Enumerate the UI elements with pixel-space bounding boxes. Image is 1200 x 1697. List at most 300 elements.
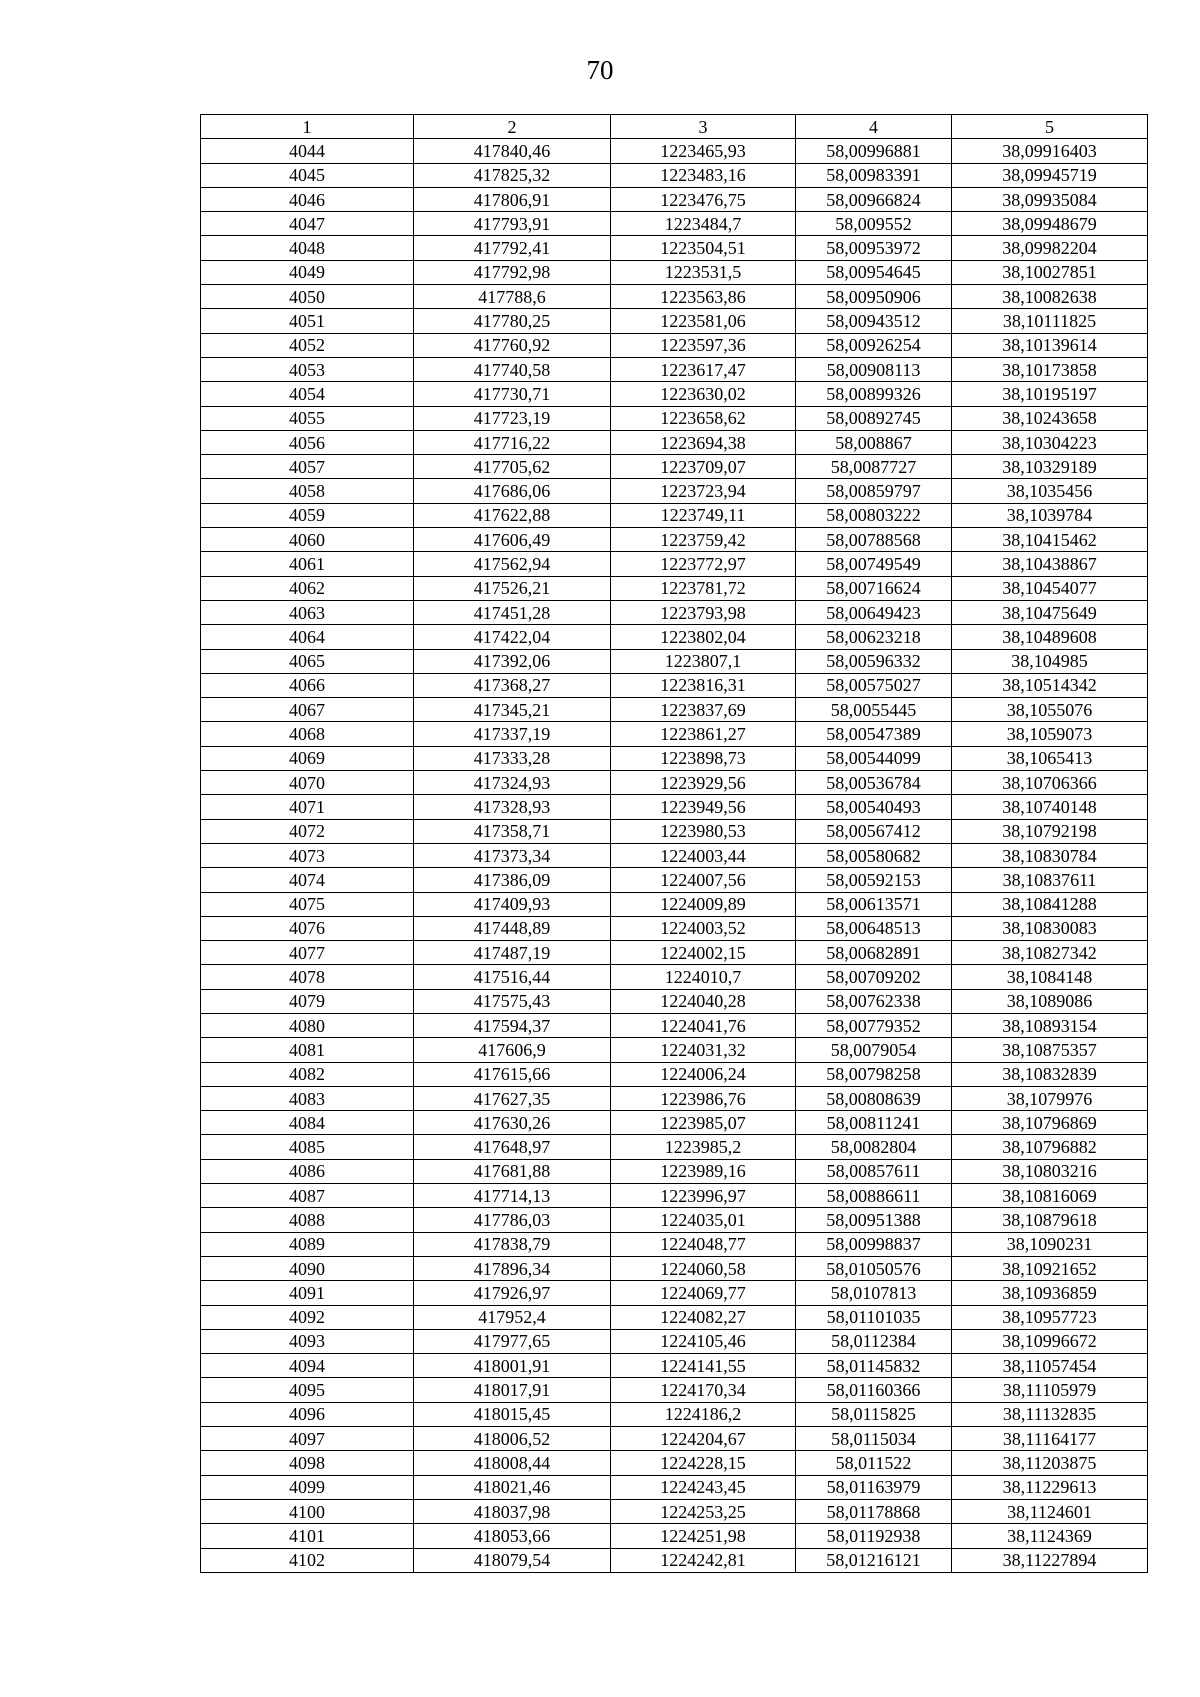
table-cell: 4065 xyxy=(201,649,414,673)
table-cell: 38,10816069 xyxy=(952,1184,1148,1208)
table-cell: 1224105,46 xyxy=(611,1329,796,1353)
table-cell: 4089 xyxy=(201,1232,414,1256)
table-cell: 58,01163979 xyxy=(796,1475,952,1499)
table-cell: 1224253,25 xyxy=(611,1499,796,1523)
table-cell: 58,008867 xyxy=(796,430,952,454)
table-cell: 417526,21 xyxy=(414,576,611,600)
table-row xyxy=(201,1451,1148,1475)
table-cell: 418053,66 xyxy=(414,1524,611,1548)
table-row xyxy=(201,1475,1148,1499)
table-row xyxy=(201,503,1148,527)
table-cell: 38,1124369 xyxy=(952,1524,1148,1548)
table-cell: 58,00536784 xyxy=(796,771,952,795)
table-cell: 58,00954645 xyxy=(796,260,952,284)
table-cell: 38,10706366 xyxy=(952,771,1148,795)
table-cell: 38,10111825 xyxy=(952,309,1148,333)
column-header: 2 xyxy=(414,115,611,139)
table-cell: 4082 xyxy=(201,1062,414,1086)
table-cell: 58,00926254 xyxy=(796,333,952,357)
table-cell: 1224251,98 xyxy=(611,1524,796,1548)
table-cell: 417337,19 xyxy=(414,722,611,746)
table-cell: 38,10139614 xyxy=(952,333,1148,357)
table-cell: 1223597,36 xyxy=(611,333,796,357)
table-cell: 4048 xyxy=(201,236,414,260)
table-cell: 417615,66 xyxy=(414,1062,611,1086)
table-row xyxy=(201,868,1148,892)
table-cell: 1224040,28 xyxy=(611,989,796,1013)
table-cell: 38,10830083 xyxy=(952,916,1148,940)
table-cell: 1223504,51 xyxy=(611,236,796,260)
table-cell: 4052 xyxy=(201,333,414,357)
table-cell: 58,00859797 xyxy=(796,479,952,503)
table-row xyxy=(201,892,1148,916)
table-cell: 1223996,97 xyxy=(611,1184,796,1208)
table-cell: 58,01192938 xyxy=(796,1524,952,1548)
table-cell: 417705,62 xyxy=(414,455,611,479)
table-cell: 1223563,86 xyxy=(611,285,796,309)
table-cell: 4078 xyxy=(201,965,414,989)
table-cell: 1224003,52 xyxy=(611,916,796,940)
table-row xyxy=(201,1256,1148,1280)
table-cell: 38,10796882 xyxy=(952,1135,1148,1159)
table-cell: 4073 xyxy=(201,843,414,867)
table-cell: 4088 xyxy=(201,1208,414,1232)
table-cell: 4049 xyxy=(201,260,414,284)
table-cell: 38,11164177 xyxy=(952,1427,1148,1451)
table-cell: 58,0079054 xyxy=(796,1038,952,1062)
table-row xyxy=(201,771,1148,795)
table-cell: 417806,91 xyxy=(414,187,611,211)
table-cell: 1223709,07 xyxy=(611,455,796,479)
table-cell: 417788,6 xyxy=(414,285,611,309)
table-cell: 38,10875357 xyxy=(952,1038,1148,1062)
table-cell: 1223658,62 xyxy=(611,406,796,430)
table-cell: 38,10827342 xyxy=(952,941,1148,965)
table-cell: 38,1124601 xyxy=(952,1499,1148,1523)
table-row xyxy=(201,528,1148,552)
table-cell: 1224041,76 xyxy=(611,1013,796,1037)
table-row xyxy=(201,843,1148,867)
table-cell: 1223949,56 xyxy=(611,795,796,819)
table-cell: 4095 xyxy=(201,1378,414,1402)
page-number: 70 xyxy=(586,55,614,85)
table-cell: 417760,92 xyxy=(414,333,611,357)
table-cell: 58,00950906 xyxy=(796,285,952,309)
table-cell: 38,10921652 xyxy=(952,1256,1148,1280)
table-cell: 1224204,67 xyxy=(611,1427,796,1451)
table-cell: 38,10329189 xyxy=(952,455,1148,479)
table-cell: 417952,4 xyxy=(414,1305,611,1329)
table-cell: 417926,97 xyxy=(414,1281,611,1305)
table-cell: 417392,06 xyxy=(414,649,611,673)
table-row xyxy=(201,819,1148,843)
table-cell: 58,00649423 xyxy=(796,600,952,624)
table-cell: 38,10957723 xyxy=(952,1305,1148,1329)
table-row xyxy=(201,479,1148,503)
table-cell: 1224082,27 xyxy=(611,1305,796,1329)
table-cell: 417825,32 xyxy=(414,163,611,187)
table-cell: 38,10832839 xyxy=(952,1062,1148,1086)
table-cell: 58,00709202 xyxy=(796,965,952,989)
table-cell: 58,00983391 xyxy=(796,163,952,187)
table-cell: 417838,79 xyxy=(414,1232,611,1256)
table-cell: 4098 xyxy=(201,1451,414,1475)
table-cell: 38,1079976 xyxy=(952,1086,1148,1110)
table-cell: 58,00547389 xyxy=(796,722,952,746)
table-cell: 1223898,73 xyxy=(611,746,796,770)
table-cell: 38,10996672 xyxy=(952,1329,1148,1353)
table-row xyxy=(201,309,1148,333)
table-cell: 38,1039784 xyxy=(952,503,1148,527)
table-cell: 38,09982204 xyxy=(952,236,1148,260)
table-cell: 417487,19 xyxy=(414,941,611,965)
table-row xyxy=(201,1159,1148,1183)
table-cell: 1224141,55 xyxy=(611,1354,796,1378)
table-cell: 58,00623218 xyxy=(796,625,952,649)
table-cell: 58,00811241 xyxy=(796,1111,952,1135)
table-cell: 417606,9 xyxy=(414,1038,611,1062)
table-row xyxy=(201,1329,1148,1353)
table-cell: 38,10304223 xyxy=(952,430,1148,454)
table-cell: 58,0087727 xyxy=(796,455,952,479)
table-cell: 1223985,2 xyxy=(611,1135,796,1159)
table-row xyxy=(201,1135,1148,1159)
table-row xyxy=(201,722,1148,746)
table-cell: 1223772,97 xyxy=(611,552,796,576)
table-cell: 1223484,7 xyxy=(611,212,796,236)
table-cell: 4055 xyxy=(201,406,414,430)
table-cell: 58,00575027 xyxy=(796,673,952,697)
table-cell: 417896,34 xyxy=(414,1256,611,1280)
table-cell: 418006,52 xyxy=(414,1427,611,1451)
table-cell: 38,10173858 xyxy=(952,357,1148,381)
table-cell: 4092 xyxy=(201,1305,414,1329)
table-cell: 417681,88 xyxy=(414,1159,611,1183)
table-cell: 4064 xyxy=(201,625,414,649)
table-cell: 38,09945719 xyxy=(952,163,1148,187)
table-row xyxy=(201,1281,1148,1305)
table-cell: 58,01101035 xyxy=(796,1305,952,1329)
table-cell: 38,10740148 xyxy=(952,795,1148,819)
table-cell: 417730,71 xyxy=(414,382,611,406)
table-row xyxy=(201,1038,1148,1062)
table-row xyxy=(201,1184,1148,1208)
table-row xyxy=(201,552,1148,576)
table-cell: 417594,37 xyxy=(414,1013,611,1037)
table-cell: 417716,22 xyxy=(414,430,611,454)
table-cell: 418079,54 xyxy=(414,1548,611,1572)
table-cell: 417358,71 xyxy=(414,819,611,843)
table-cell: 38,10792198 xyxy=(952,819,1148,843)
table-cell: 417740,58 xyxy=(414,357,611,381)
table-cell: 417630,26 xyxy=(414,1111,611,1135)
table-cell: 4050 xyxy=(201,285,414,309)
table-cell: 58,00540493 xyxy=(796,795,952,819)
table-cell: 417840,46 xyxy=(414,139,611,163)
table-row xyxy=(201,673,1148,697)
table-row xyxy=(201,1354,1148,1378)
table-cell: 58,01050576 xyxy=(796,1256,952,1280)
table-row xyxy=(201,576,1148,600)
table-row xyxy=(201,649,1148,673)
table-cell: 58,00803222 xyxy=(796,503,952,527)
table-cell: 1223581,06 xyxy=(611,309,796,333)
table-cell: 417714,13 xyxy=(414,1184,611,1208)
table-cell: 1223985,07 xyxy=(611,1111,796,1135)
table-cell: 4086 xyxy=(201,1159,414,1183)
table-cell: 58,00788568 xyxy=(796,528,952,552)
table-cell: 4059 xyxy=(201,503,414,527)
table-cell: 4097 xyxy=(201,1427,414,1451)
table-cell: 58,01216121 xyxy=(796,1548,952,1572)
table-row xyxy=(201,1208,1148,1232)
table-row xyxy=(201,965,1148,989)
table-cell: 38,10243658 xyxy=(952,406,1148,430)
table-cell: 58,009552 xyxy=(796,212,952,236)
table-row xyxy=(201,430,1148,454)
table-cell: 38,10841288 xyxy=(952,892,1148,916)
table-cell: 38,11203875 xyxy=(952,1451,1148,1475)
table-cell: 38,1059073 xyxy=(952,722,1148,746)
table-cell: 1224228,15 xyxy=(611,1451,796,1475)
table-cell: 4068 xyxy=(201,722,414,746)
table-cell: 58,00943512 xyxy=(796,309,952,333)
table-cell: 417786,03 xyxy=(414,1208,611,1232)
table-row xyxy=(201,260,1148,284)
table-cell: 4096 xyxy=(201,1402,414,1426)
table-cell: 4044 xyxy=(201,139,414,163)
table-cell: 4084 xyxy=(201,1111,414,1135)
table-cell: 1223617,47 xyxy=(611,357,796,381)
table-cell: 417792,98 xyxy=(414,260,611,284)
table-cell: 4079 xyxy=(201,989,414,1013)
table-row xyxy=(201,236,1148,260)
table-cell: 4046 xyxy=(201,187,414,211)
table-cell: 58,00899326 xyxy=(796,382,952,406)
table-cell: 4094 xyxy=(201,1354,414,1378)
table-cell: 4074 xyxy=(201,868,414,892)
table-cell: 4075 xyxy=(201,892,414,916)
table-cell: 1224003,44 xyxy=(611,843,796,867)
table-row xyxy=(201,139,1148,163)
column-header: 4 xyxy=(796,115,952,139)
table-cell: 58,0112384 xyxy=(796,1329,952,1353)
table-cell: 4051 xyxy=(201,309,414,333)
table-cell: 1223476,75 xyxy=(611,187,796,211)
column-header: 3 xyxy=(611,115,796,139)
table-cell: 1223986,76 xyxy=(611,1086,796,1110)
table-cell: 58,00544099 xyxy=(796,746,952,770)
table-row xyxy=(201,746,1148,770)
table-cell: 418017,91 xyxy=(414,1378,611,1402)
table-row xyxy=(201,357,1148,381)
table-cell: 58,00996881 xyxy=(796,139,952,163)
table-cell: 4056 xyxy=(201,430,414,454)
table-cell: 4102 xyxy=(201,1548,414,1572)
table-cell: 4054 xyxy=(201,382,414,406)
table-cell: 58,00857611 xyxy=(796,1159,952,1183)
table-cell: 1223861,27 xyxy=(611,722,796,746)
table-cell: 38,10893154 xyxy=(952,1013,1148,1037)
table-cell: 1223989,16 xyxy=(611,1159,796,1183)
table-cell: 418037,98 xyxy=(414,1499,611,1523)
table-cell: 58,00908113 xyxy=(796,357,952,381)
table-cell: 38,10415462 xyxy=(952,528,1148,552)
table-cell: 58,00567412 xyxy=(796,819,952,843)
table-cell: 4058 xyxy=(201,479,414,503)
table-cell: 38,10830784 xyxy=(952,843,1148,867)
table-cell: 58,00886611 xyxy=(796,1184,952,1208)
table-row xyxy=(201,795,1148,819)
table-cell: 1224031,32 xyxy=(611,1038,796,1062)
table-cell: 38,10489608 xyxy=(952,625,1148,649)
table-cell: 38,10796869 xyxy=(952,1111,1148,1135)
table-cell: 417422,04 xyxy=(414,625,611,649)
table-cell: 4061 xyxy=(201,552,414,576)
table-cell: 4085 xyxy=(201,1135,414,1159)
table-cell: 4066 xyxy=(201,673,414,697)
table-cell: 38,10027851 xyxy=(952,260,1148,284)
table-cell: 1223807,1 xyxy=(611,649,796,673)
table-cell: 1223723,94 xyxy=(611,479,796,503)
table-cell: 418001,91 xyxy=(414,1354,611,1378)
table-cell: 1224170,34 xyxy=(611,1378,796,1402)
table-row xyxy=(201,625,1148,649)
table-cell: 4060 xyxy=(201,528,414,552)
table-header-row xyxy=(201,115,1148,139)
table-cell: 58,01178868 xyxy=(796,1499,952,1523)
table-cell: 1224002,15 xyxy=(611,941,796,965)
table-cell: 417328,93 xyxy=(414,795,611,819)
table-cell: 417448,89 xyxy=(414,916,611,940)
table-cell: 58,00966824 xyxy=(796,187,952,211)
table-cell: 1224007,56 xyxy=(611,868,796,892)
table-cell: 4091 xyxy=(201,1281,414,1305)
table-cell: 4099 xyxy=(201,1475,414,1499)
table-body xyxy=(201,139,1148,1573)
table-row xyxy=(201,1013,1148,1037)
table-cell: 1223781,72 xyxy=(611,576,796,600)
table-row xyxy=(201,1378,1148,1402)
table-row xyxy=(201,1062,1148,1086)
table-cell: 417516,44 xyxy=(414,965,611,989)
table-cell: 1223531,5 xyxy=(611,260,796,284)
table-cell: 418021,46 xyxy=(414,1475,611,1499)
table-cell: 417780,25 xyxy=(414,309,611,333)
table-cell: 417409,93 xyxy=(414,892,611,916)
table-cell: 58,00648513 xyxy=(796,916,952,940)
table-cell: 1223816,31 xyxy=(611,673,796,697)
table-cell: 38,1055076 xyxy=(952,698,1148,722)
table-row xyxy=(201,1305,1148,1329)
table-cell: 58,00951388 xyxy=(796,1208,952,1232)
table-cell: 4062 xyxy=(201,576,414,600)
table-cell: 4063 xyxy=(201,600,414,624)
table-cell: 58,00762338 xyxy=(796,989,952,1013)
table-cell: 417345,21 xyxy=(414,698,611,722)
table-cell: 38,1089086 xyxy=(952,989,1148,1013)
table-cell: 1223802,04 xyxy=(611,625,796,649)
column-header: 5 xyxy=(952,115,1148,139)
coordinates-table xyxy=(200,114,1148,1573)
table-cell: 38,11227894 xyxy=(952,1548,1148,1572)
table-cell: 417333,28 xyxy=(414,746,611,770)
table-row xyxy=(201,916,1148,940)
table-cell: 58,00998837 xyxy=(796,1232,952,1256)
table-cell: 1223759,42 xyxy=(611,528,796,552)
table-cell: 58,00808639 xyxy=(796,1086,952,1110)
table-row xyxy=(201,1232,1148,1256)
table-cell: 4090 xyxy=(201,1256,414,1280)
table-cell: 1223694,38 xyxy=(611,430,796,454)
table-cell: 58,01160366 xyxy=(796,1378,952,1402)
table-cell: 417793,91 xyxy=(414,212,611,236)
table-cell: 58,00779352 xyxy=(796,1013,952,1037)
table-cell: 38,10879618 xyxy=(952,1208,1148,1232)
table-row xyxy=(201,1111,1148,1135)
table-cell: 1223465,93 xyxy=(611,139,796,163)
table-cell: 38,10803216 xyxy=(952,1159,1148,1183)
table-cell: 38,10454077 xyxy=(952,576,1148,600)
table-cell: 38,10195197 xyxy=(952,382,1148,406)
table-cell: 417627,35 xyxy=(414,1086,611,1110)
table-cell: 38,09935084 xyxy=(952,187,1148,211)
table-cell: 1223793,98 xyxy=(611,600,796,624)
table-cell: 1224009,89 xyxy=(611,892,796,916)
table-cell: 417606,49 xyxy=(414,528,611,552)
table-cell: 58,00613571 xyxy=(796,892,952,916)
table-cell: 1224242,81 xyxy=(611,1548,796,1572)
table-cell: 1223630,02 xyxy=(611,382,796,406)
table-cell: 58,00580682 xyxy=(796,843,952,867)
table-cell: 38,1084148 xyxy=(952,965,1148,989)
table-cell: 4045 xyxy=(201,163,414,187)
table-cell: 4069 xyxy=(201,746,414,770)
table-cell: 58,00798258 xyxy=(796,1062,952,1086)
table-cell: 1224006,24 xyxy=(611,1062,796,1086)
table-cell: 1224060,58 xyxy=(611,1256,796,1280)
table-cell: 38,10438867 xyxy=(952,552,1148,576)
table-row xyxy=(201,1086,1148,1110)
table-cell: 58,00596332 xyxy=(796,649,952,673)
table-cell: 4077 xyxy=(201,941,414,965)
table-cell: 417373,34 xyxy=(414,843,611,867)
table-cell: 38,11057454 xyxy=(952,1354,1148,1378)
table-cell: 417723,19 xyxy=(414,406,611,430)
table-cell: 38,1090231 xyxy=(952,1232,1148,1256)
table-cell: 38,11229613 xyxy=(952,1475,1148,1499)
table-cell: 38,11132835 xyxy=(952,1402,1148,1426)
table-cell: 417686,06 xyxy=(414,479,611,503)
table-row xyxy=(201,600,1148,624)
table-row xyxy=(201,941,1148,965)
table-cell: 58,0115034 xyxy=(796,1427,952,1451)
table-cell: 58,011522 xyxy=(796,1451,952,1475)
table-cell: 418008,44 xyxy=(414,1451,611,1475)
table-cell: 4100 xyxy=(201,1499,414,1523)
table-cell: 1223837,69 xyxy=(611,698,796,722)
table-row xyxy=(201,382,1148,406)
table-cell: 58,00953972 xyxy=(796,236,952,260)
table-cell: 1224243,45 xyxy=(611,1475,796,1499)
table-cell: 4057 xyxy=(201,455,414,479)
table-cell: 38,10837611 xyxy=(952,868,1148,892)
table-cell: 4070 xyxy=(201,771,414,795)
table-cell: 38,10475649 xyxy=(952,600,1148,624)
table-row xyxy=(201,1427,1148,1451)
table-cell: 1223483,16 xyxy=(611,163,796,187)
table-cell: 417648,97 xyxy=(414,1135,611,1159)
